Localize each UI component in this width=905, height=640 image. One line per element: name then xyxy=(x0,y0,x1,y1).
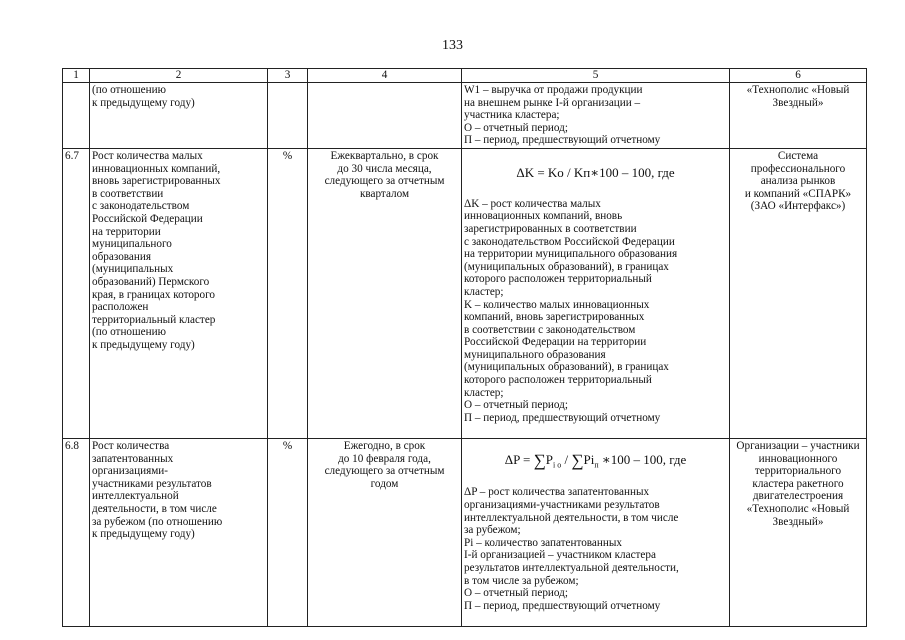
page-number: 133 xyxy=(442,38,463,53)
formula-tail: ∗100 – 100, где xyxy=(598,451,687,467)
formula-term2: Pi xyxy=(583,451,595,467)
method-text: ΔP – рост количества запатентованных организациями-участниками результатов интеллектуальной деятельности, в том числе за рубежом; Pi – количество запатентованных I-й организацией – участником кластера результатов интеллектуальной деятельности, в том числе за рубежом; О – отчетный период; П – период, предшествующий отчетному xyxy=(464,486,679,612)
header-col-3: 3 xyxy=(268,69,308,83)
period-cell xyxy=(308,83,462,149)
header-col-4: 4 xyxy=(308,69,462,83)
source-cell: Система профессионального анализа рынков и компаний «СПАРК» (ЗАО «Интерфакс») xyxy=(730,148,867,438)
source-cell: «Технополис «Новый Звездный» xyxy=(730,83,867,149)
indicator-name: (по отношению к предыдущему году) xyxy=(90,83,268,149)
method-text: W1 – выручка от продажи продукции на внешнем рынке I-й организации – участника кластера; О – отчетный период; П – период, предшествующий отчетному xyxy=(464,84,661,147)
unit-cell xyxy=(268,83,308,149)
method-cell xyxy=(462,439,730,627)
method-cell xyxy=(462,148,730,438)
period-cell: Ежегодно, в срок до 10 февраля года, следующего за отчетным годом xyxy=(308,439,462,627)
source-cell: Организации – участники инновационного территориального кластера ракетного двигателестроения «Технополис «Новый Звездный» xyxy=(730,439,867,627)
formula xyxy=(464,450,727,474)
header-row xyxy=(63,69,867,83)
method-text: ΔK – рост количества малых инновационных компаний, вновь зарегистрированных в соответствии с законодательством Российской Федерации на территории муниципального образования (муниципальных образований), в границах которого расположен территориальный кластер; K – количество малых инновационных компаний, вновь зарегистрированных в соответствии с законодательством Российской Федерации на территории муниципального образования (муниципальных образований), в границах которого расположен территориальный кластер; О – отчетный период; П – период, предшествующий отчетному xyxy=(464,197,678,424)
formula-lhs: ΔP = xyxy=(504,451,534,467)
row-number: 6.7 xyxy=(63,148,90,438)
unit-cell: % xyxy=(268,439,308,627)
header-col-6: 6 xyxy=(730,69,867,83)
table-row xyxy=(63,148,867,438)
indicator-name: Рост количества малых инновационных компаний, вновь зарегистрированных в соответствии с законодательством Российской Федерации на территории муниципального образования (муниципальных образований) Пермского края, в границах которого расположен территориальный кластер (по отношению к предыдущему году) xyxy=(90,148,268,438)
header-col-5: 5 xyxy=(462,69,730,83)
row-number xyxy=(63,83,90,149)
indicator-name: Рост количества запатентованных организациями- участниками результатов интеллектуальной деятельности, в том числе за рубежом (по отношению к предыдущему году) xyxy=(90,439,268,627)
formula-term1: P xyxy=(545,451,554,467)
formula: ΔK = Ko / Kп∗100 – 100, где xyxy=(516,164,675,180)
header-col-1: 1 xyxy=(63,69,90,83)
sum-symbol: ∑ xyxy=(571,450,584,470)
table-row xyxy=(63,439,867,627)
header-col-2: 2 xyxy=(90,69,268,83)
formula-term2-sub: п xyxy=(594,460,599,470)
period-cell: Ежеквартально, в срок до 30 числа месяца, следующего за отчетным кварталом xyxy=(308,148,462,438)
method-cell xyxy=(462,83,730,149)
formula-term1-sub: i о xyxy=(553,460,562,470)
indicator-table xyxy=(62,68,867,627)
formula-sep: / xyxy=(561,451,572,467)
sum-symbol: ∑ xyxy=(533,450,546,470)
table-row xyxy=(63,83,867,149)
row-number: 6.8 xyxy=(63,439,90,627)
unit-cell: % xyxy=(268,148,308,438)
